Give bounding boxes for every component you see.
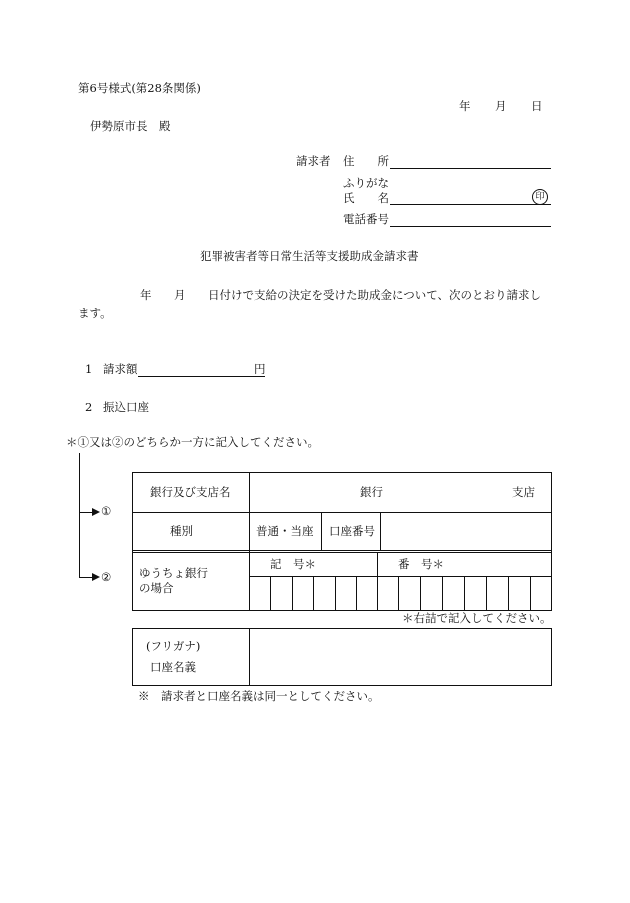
body-month: 月	[174, 288, 186, 302]
date-year-label: 年	[459, 99, 471, 113]
claim-amount-field[interactable]	[138, 376, 265, 377]
option-2-marker: ②	[101, 570, 112, 584]
branch-suffix: 支店	[512, 485, 535, 499]
holder-name-label: 口座名義	[150, 660, 196, 674]
date-month-label: 月	[495, 99, 507, 113]
body-line-2: ます。	[78, 306, 112, 320]
address-field[interactable]	[390, 168, 551, 169]
bank-name-field[interactable]	[250, 473, 370, 511]
holder-furigana-label: (フリガナ)	[146, 639, 201, 653]
name-field[interactable]	[390, 204, 551, 205]
yen-unit: 円	[254, 362, 266, 376]
bank-suffix: 銀行	[360, 485, 383, 499]
choose-one-instruction: ＊①又は②のどちらか一方に記入してください。	[66, 435, 319, 449]
bank-branch-label: 銀行及び支店名	[150, 485, 231, 499]
body-line-1: 日付けで支給の決定を受けた助成金について、次のとおり請求し	[208, 288, 542, 302]
bracket-vertical	[79, 453, 80, 577]
phone-label: 電話番号	[343, 212, 389, 226]
item1-number: 1	[85, 362, 93, 376]
number-digits-field[interactable]	[378, 577, 551, 610]
type-label: 種別	[170, 524, 193, 538]
address-label: 住 所	[343, 154, 389, 168]
document-title: 犯罪被害者等日常生活等支援助成金請求書	[200, 249, 419, 263]
yucho-label-line1: ゆうちょ銀行	[139, 566, 208, 580]
phone-field[interactable]	[390, 226, 551, 227]
arrow-right-icon	[92, 573, 100, 581]
claimant-label: 請求者	[296, 154, 331, 168]
form-number: 第6号様式(第28条関係)	[78, 81, 201, 95]
same-name-note: ※ 請求者と口座名義は同一としてください。	[138, 689, 380, 703]
number-label: 番 号＊	[398, 557, 444, 571]
symbol-label: 記 号＊	[270, 557, 316, 571]
body-year: 年	[140, 288, 152, 302]
item2-number: 2	[85, 400, 93, 414]
right-align-note: ＊右詰で記入してください。	[402, 611, 552, 625]
item2-label: 振込口座	[103, 400, 149, 414]
yucho-label-line2: の場合	[139, 581, 174, 595]
seal-mark: 印	[532, 189, 548, 205]
arrow-right-icon	[92, 508, 100, 516]
item1-label: 請求額	[103, 362, 138, 376]
account-type-options[interactable]: 普通・当座	[256, 524, 314, 538]
addressee: 伊勢原市長 殿	[90, 119, 171, 133]
branch-name-field[interactable]	[385, 473, 505, 511]
furigana-label: ふりがな	[343, 176, 389, 190]
name-label: 氏 名	[343, 191, 389, 205]
account-number-field[interactable]	[381, 513, 551, 550]
symbol-digits-field[interactable]	[250, 577, 376, 610]
account-number-label: 口座番号	[329, 524, 375, 538]
date-day-label: 日	[531, 99, 543, 113]
option-1-marker: ①	[101, 504, 112, 518]
account-holder-field[interactable]	[250, 629, 551, 685]
